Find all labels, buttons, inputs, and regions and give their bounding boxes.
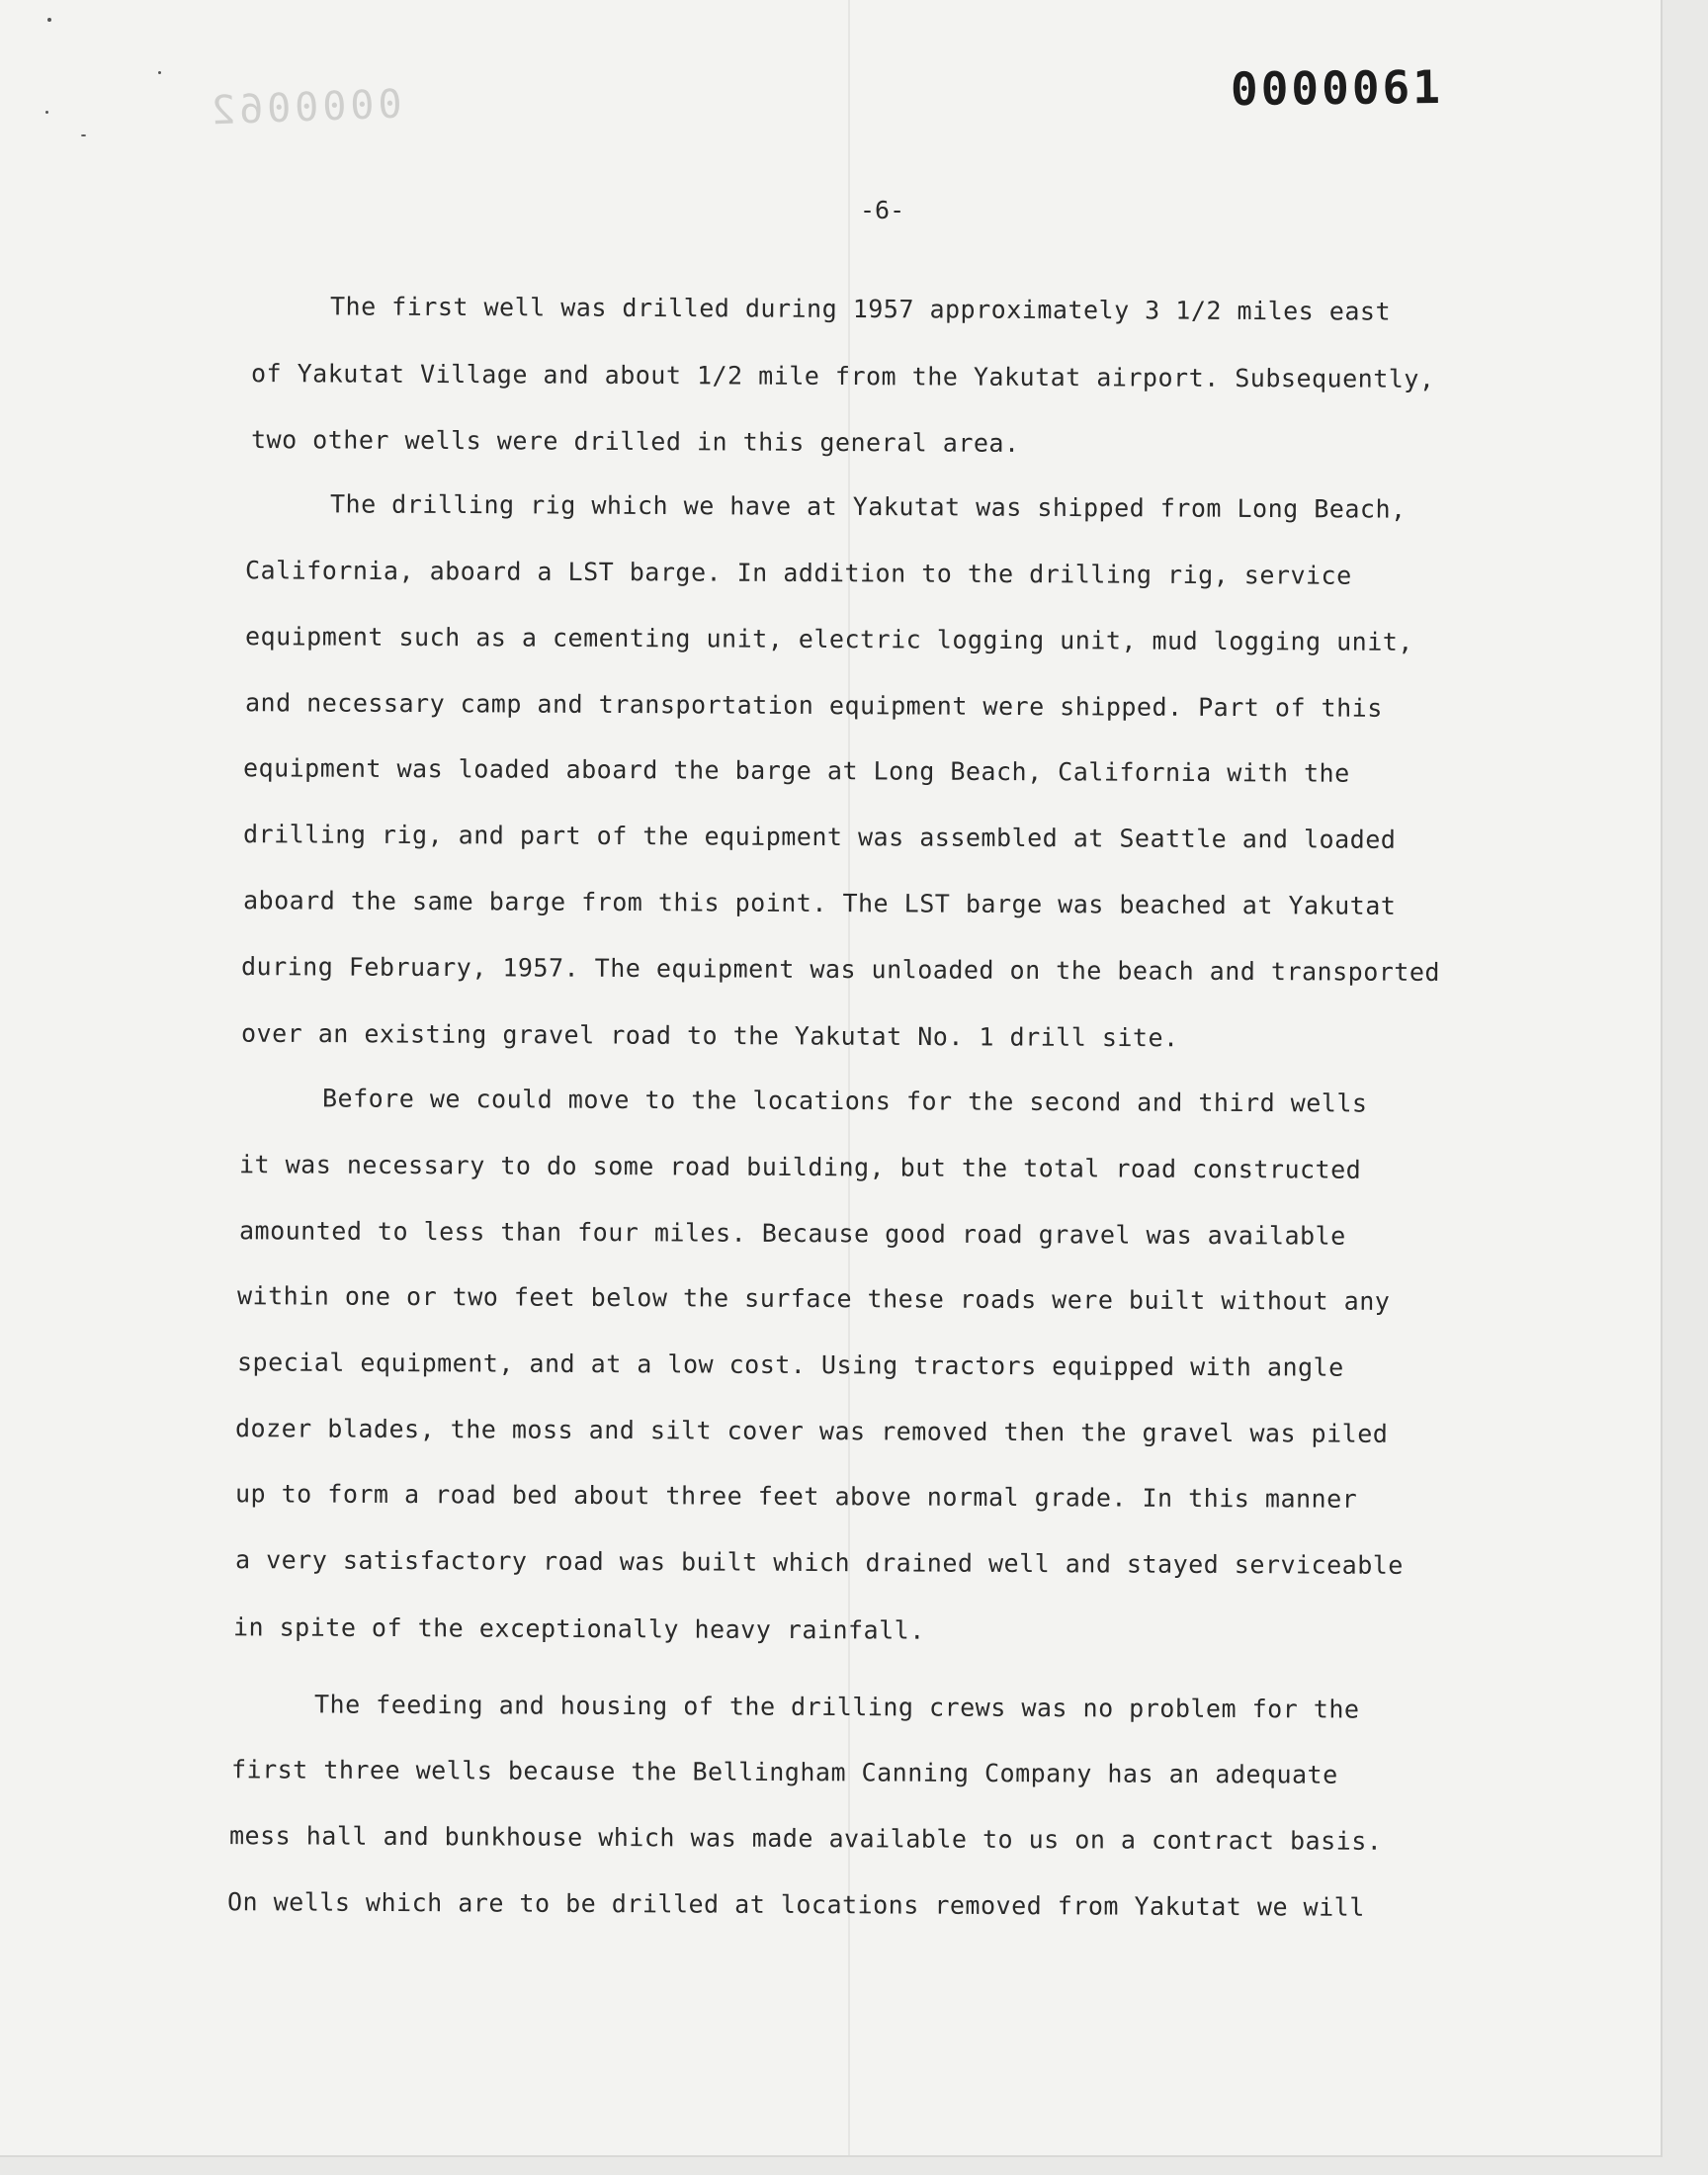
text-line: special equipment, and at a low cost. Using tractors equipped with angle [236, 1348, 1344, 1382]
text-line: The feeding and housing of the drilling crews was no problem for the [313, 1690, 1360, 1724]
document-number: 0000061 [1230, 59, 1444, 117]
scan-speck [45, 111, 48, 114]
text-line: during February, 1957. The equipment was unloaded on the beach and transported [240, 952, 1441, 987]
text-line: dozer blades, the moss and silt cover was removed then the gravel was piled [234, 1414, 1389, 1448]
bleed-through-number: 0000062 [207, 81, 403, 134]
text-line: drilling rig, and part of the equipment was assembled at Seattle and loaded [242, 820, 1397, 854]
text-line: two other wells were drilled in this general area. [250, 425, 1020, 458]
page-number: -6- [860, 196, 905, 224]
text-line: California, aboard a LST barge. In addition to the drilling rig, service [244, 556, 1352, 590]
text-line: within one or two feet below the surface these roads were built without any [236, 1281, 1391, 1316]
text-line: On wells which are to be drilled at locations removed from Yakutat we will [226, 1887, 1365, 1922]
text-line: a very satisfactory road was built which drained well and stayed serviceable [234, 1545, 1404, 1580]
text-line: aboard the same barge from this point. The LST barge was beached at Yakutat [242, 886, 1397, 920]
text-line: amounted to less than four miles. Because good road gravel was available [238, 1216, 1346, 1251]
text-line: and necessary camp and transportation equipment were shipped. Part of this [244, 688, 1383, 723]
text-line: equipment such as a cementing unit, electric logging unit, mud logging unit, [244, 622, 1413, 656]
scan-speck [158, 71, 161, 74]
text-line: The first well was drilled during 1957 approximately 3 1/2 miles east [329, 292, 1392, 326]
text-line: up to form a road bed about three feet above normal grade. In this manner [234, 1479, 1358, 1514]
text-line: Before we could move to the locations for the second and third wells [321, 1084, 1368, 1118]
text-line: in spite of the exceptionally heavy rainfall. [232, 1612, 925, 1645]
scan-speck [81, 134, 86, 136]
text-line: over an existing gravel road to the Yakutat No. 1 drill site. [240, 1018, 1179, 1053]
text-line: first three wells because the Bellingham Canning Company has an adequate [230, 1755, 1338, 1789]
text-line: The drilling rig which we have at Yakutat was shipped from Long Beach, [329, 489, 1407, 524]
text-line: it was necessary to do some road building, but the total road constructed [238, 1150, 1362, 1184]
text-line: mess hall and bunkhouse which was made available to us on a contract basis. [228, 1821, 1383, 1856]
text-line: equipment was loaded aboard the barge at Long Beach, California with the [242, 753, 1350, 788]
scan-speck [47, 18, 51, 22]
text-line: of Yakutat Village and about 1/2 mile from the Yakutat airport. Subsequently, [250, 359, 1435, 393]
